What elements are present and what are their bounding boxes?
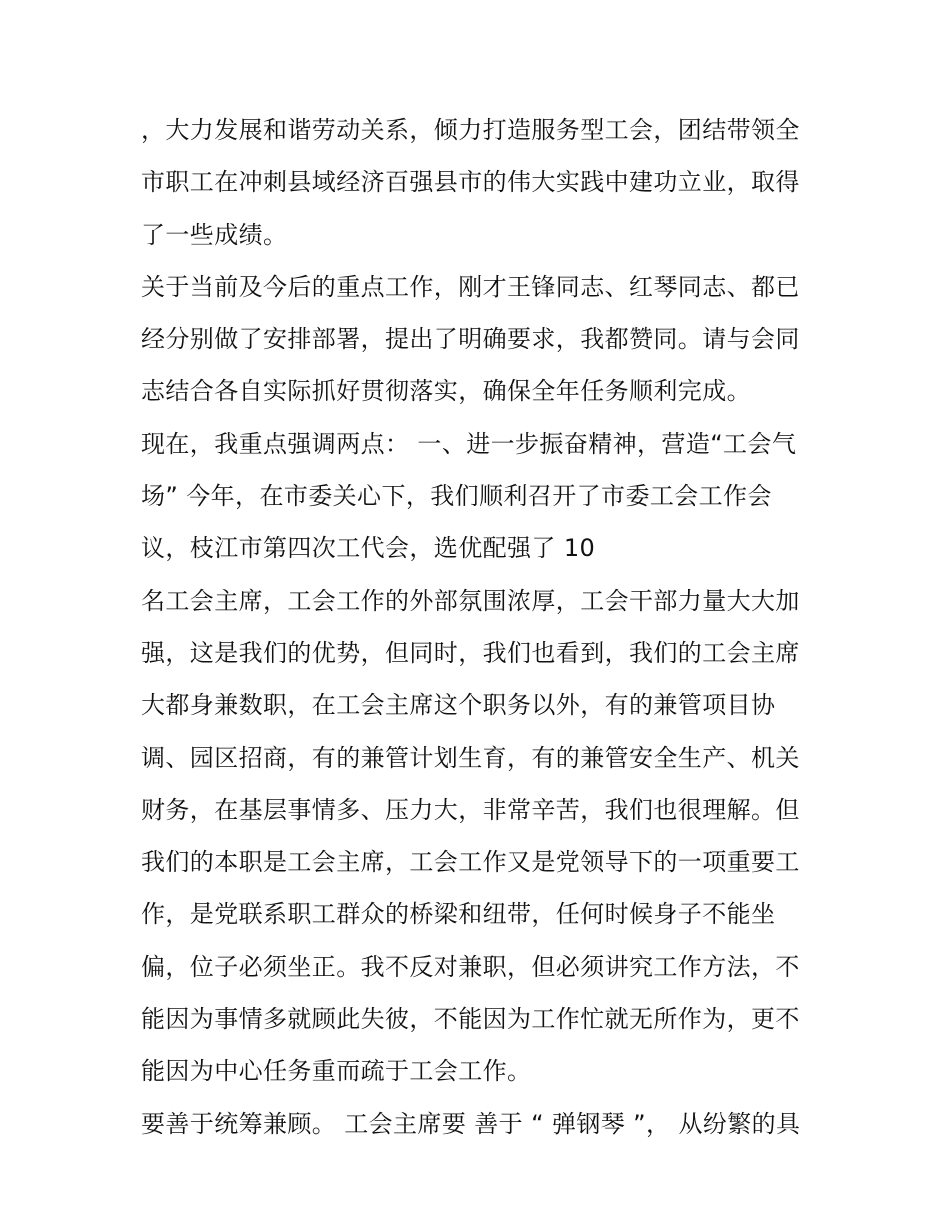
- body-text: [141, 104, 821, 1150]
- text-line: 能因为中心任务重而疏于工会工作。: [141, 1057, 532, 1086]
- text-line: 议，枝江市第四次工代会，选优配强了 10: [141, 534, 596, 563]
- text-line: 市职工在冲刺县域经济百强县市的伟大实践中建功立业，取得: [141, 168, 800, 197]
- text-line: 志结合各自实际抓好贯彻落实，确保全年任务顺利完成。: [141, 377, 751, 406]
- text-line: 要善于统筹兼顾。 工会主席要 善于 “ 弹钢琴 ”， 从纷繁的具: [141, 1109, 801, 1138]
- text-line: 现在，我重点强调两点： 一、进一步振奋精神，营造“工会气: [141, 429, 797, 458]
- text-line: 偏，位子必须坐正。我不反对兼职，但必须讲究工作方法，不: [141, 952, 800, 981]
- text-line: ，大力发展和谐劳动关系，倾力打造服务型工会，团结带领全: [141, 116, 800, 144]
- text-line: 场” 今年，在市委关心下，我们顺利召开了市委工会工作会: [141, 482, 772, 511]
- text-line: 我们的本职是工会主席，工会工作又是党领导下的一项重要工: [141, 848, 800, 877]
- text-line: 经分别做了安排部署，提出了明确要求，我都赞同。请与会同: [141, 325, 800, 354]
- text-line: 能因为事情多就顾此失彼，不能因为工作忙就无所作为，更不: [141, 1005, 800, 1034]
- text-line: 大都身兼数职，在工会主席这个职务以外，有的兼管项目协: [141, 691, 776, 720]
- text-line: 财务，在基层事情多、压力大，非常辛苦，我们也很理解。但: [141, 795, 800, 824]
- text-line: 名工会主席，工会工作的外部氛围浓厚，工会干部力量大大加: [141, 586, 800, 615]
- text-line: 关于当前及今后的重点工作，刚才王锋同志、红琴同志、都已: [141, 272, 800, 301]
- text-line: 强，这是我们的优势，但同时，我们也看到，我们的工会主席: [141, 638, 800, 667]
- text-line: 了一些成绩。: [141, 220, 288, 249]
- text-line: 调、园区招商，有的兼管计划生育，有的兼管安全生产、机关: [141, 743, 800, 772]
- text-line: 作，是党联系职工群众的桥梁和纽带，任何时候身子不能坐: [141, 900, 776, 929]
